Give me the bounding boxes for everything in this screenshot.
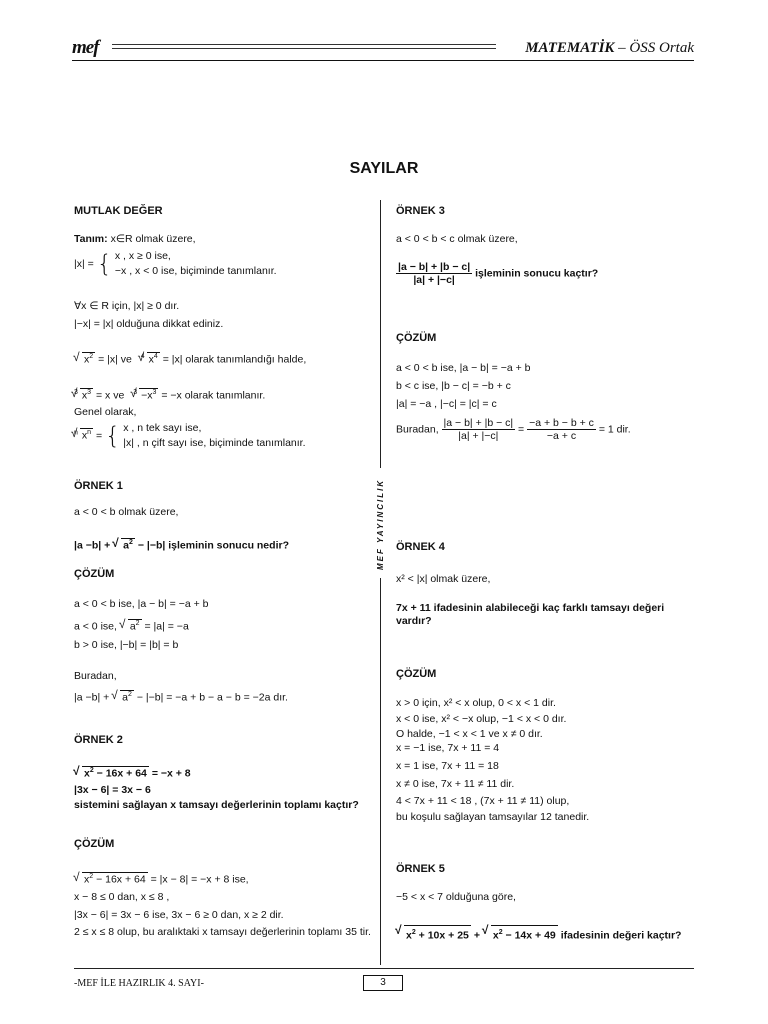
sqrt-line-text: = |x| ve — [98, 353, 132, 366]
o5-q: ifadesinin değeri kaçtır? — [560, 929, 682, 942]
tanim-text: x∈R olmak üzere, — [110, 233, 196, 245]
c4-line2: x < 0 ise, x² < −x olup, −1 < x < 0 dır. — [396, 713, 567, 725]
o5-question — [396, 925, 694, 943]
ncase1: x , n tek sayı ise, — [123, 422, 202, 434]
sqrt-line: √ $x^2 = |x|$ ve $^4$√ $x^4 = |x|$ olarak tanımlandığı halde, — [74, 352, 306, 366]
c3-fraction1 — [442, 417, 516, 442]
abs-definition — [74, 249, 277, 279]
c1-line5 — [74, 690, 288, 704]
header-sep: – — [614, 40, 630, 56]
side-label: MEF YAYINCILIK — [376, 478, 385, 570]
cube-line-text2: = −x olarak tanımlanır. — [161, 389, 266, 402]
c2-line4: 2 ≤ x ≤ 8 olup, bu aralıktaki x tamsayı değerlerinin toplamı 35 tir. — [74, 926, 371, 938]
o2-question: sistemini sağlayan x tamsayı değerlerinin toplamı kaçtır? — [74, 799, 359, 811]
c3-num1: |a − b| + |b − c| — [443, 417, 514, 429]
c4-line5: x = 1 ise, 7x + 11 = 18 — [396, 760, 499, 772]
c2-l1: = |x − 8| = −x + 8 ise, — [150, 873, 249, 886]
ornek1-question — [74, 538, 289, 552]
mutlak-title: MUTLAK DEĞER — [74, 205, 163, 217]
exam-name: ÖSS Ortak — [629, 40, 694, 56]
header-title — [525, 40, 694, 57]
page-title: SAYILAR — [349, 160, 419, 177]
case2: −x , x < 0 ise, biçiminde tanımlanır. — [114, 265, 277, 277]
sqrt-a2: √ $a^2$ — [121, 538, 135, 552]
o3-num: |a − b| + |b − c| — [398, 261, 471, 273]
ornek1-given: a < 0 < b olmak üzere, — [74, 506, 179, 518]
note-line: |−x| = |x| olduğuna dikkat ediniz. — [74, 318, 224, 330]
tanim-line — [74, 233, 196, 245]
cozum1-title: ÇÖZÜM — [74, 568, 115, 580]
c3-result: = 1 dir. — [598, 423, 631, 436]
cozum3-title: ÇÖZÜM — [396, 332, 437, 344]
cube-line: $^3$√ $x^3 = x$ ve $^3√ -x^3 = -x$ olarak tanımlanır. — [74, 388, 265, 402]
o4-question: 7x + 11 ifadesinin alabileceği kaç farklı tamsayı değeri vardır? — [396, 602, 665, 627]
o1-q-post: − |−b| işleminin sonucu nedir? — [137, 539, 289, 552]
o3-den: |a| + |−c| — [413, 274, 455, 286]
brace: { — [96, 250, 112, 278]
page-number: 3 — [363, 975, 403, 991]
c4-line4: x = −1 ise, 7x + 11 = 4 — [396, 742, 500, 754]
ornek3-title: ÖRNEK 3 — [396, 205, 445, 217]
o2-eq2: |3x − 6| = 3x − 6 — [74, 784, 151, 796]
c4-line1: x > 0 için, x² < x olup, 0 < x < 1 dir. — [396, 697, 556, 709]
c3-line1: a < 0 < b ise, |a − b| = −a + b — [396, 362, 531, 374]
c4-line7: 4 < 7x + 11 < 18 , (7x + 11 ≠ 11) olup, — [396, 795, 570, 807]
c3-fraction2 — [527, 417, 596, 442]
c3-den2: −a + c — [546, 430, 577, 442]
cube-line-text: = x ve — [95, 389, 125, 402]
c2-line3: |3x − 6| = 3x − 6 ise, 3x − 6 ≥ 0 dan, x ≥ 2 dir. — [74, 909, 284, 921]
o3-question — [396, 261, 598, 286]
mef-logo: mef — [72, 37, 99, 58]
nroot-definition: $^n$√ $x^n$ = { x , n tek sayı ise, |x| , n çift sayı ise, biçiminde tanımlanır. — [74, 421, 306, 451]
sqrt-x2: √ $x^2$ — [82, 352, 95, 366]
c3-line3: |a| = −a , |−c| = |c| = c — [396, 398, 497, 410]
sqrt-a2: √ $a^2$ — [128, 619, 142, 633]
c3-num2: −a + b − b + c — [529, 417, 594, 429]
o1-q-pre: |a −b| + — [74, 539, 111, 552]
root3-x3: √ $x^3$ — [80, 388, 93, 402]
forall-line: ∀x ∈ R için, |x| ≥ 0 dır. — [74, 300, 180, 312]
footer-rule — [74, 968, 694, 969]
c1-line1: a < 0 < b ise, |a − b| = −a + b — [74, 598, 209, 610]
ornek1-title: ÖRNEK 1 — [74, 480, 123, 492]
c3-line2: b < c ise, |b − c| = −b + c — [396, 380, 511, 392]
o2-eq1 — [74, 766, 191, 780]
root3-neg-x3: √ $-x^3$ — [139, 388, 158, 402]
subject: MATEMATİK — [525, 40, 615, 56]
c3-result-line: Buradan, $\frac{|a - b| + |b - c|}{|a| + |-c|}$ = $\frac{-a + b - b + c}{-a + c}$ = 1 dir. — [396, 417, 631, 442]
column-divider — [380, 200, 381, 965]
o2-eq1-rhs: = −x + 8 — [151, 767, 191, 780]
o3-given: a < 0 < b < c olmak üzere, — [396, 233, 518, 245]
cozum4-title: ÇÖZÜM — [396, 668, 437, 680]
o5-given: −5 < x < 7 olduğuna göre, — [396, 891, 516, 903]
brace: { — [105, 422, 121, 450]
tanim-label: Tanım: — [74, 233, 108, 245]
c2-line1 — [74, 872, 249, 886]
c3-buradan: Buradan, — [396, 423, 439, 436]
root4-x4: √ $x^4$ — [147, 352, 160, 366]
ornek4-title: ÖRNEK 4 — [396, 541, 445, 553]
c2-line2: x − 8 ≤ 0 dan, x ≤ 8 , — [74, 891, 170, 903]
header-rule — [112, 48, 496, 49]
o5-plus: + — [473, 929, 480, 942]
footer-text: -MEF İLE HAZIRLIK 4. SAYI- — [74, 978, 204, 989]
sqrt-expr2: √ $x^2 - 14x + 49$ — [491, 925, 558, 943]
cases — [115, 249, 277, 279]
header-rule — [112, 44, 496, 45]
c1-l2b: = |a| = −a — [144, 620, 189, 633]
ncases — [123, 421, 305, 451]
c3-den1: |a| + |−c| — [458, 430, 499, 442]
c4-line6: x ≠ 0 ise, 7x + 11 ≠ 11 dir. — [396, 778, 515, 790]
c1-line4: Buradan, — [74, 670, 117, 682]
o3-q: işleminin sonucu kaçtır? — [475, 267, 599, 280]
o4-given: x² < |x| olmak üzere, — [396, 573, 491, 585]
ornek5-title: ÖRNEK 5 — [396, 863, 445, 875]
abs-x: |x| = — [74, 257, 94, 270]
case1: x , x ≥ 0 ise, — [114, 250, 171, 262]
c1-l5b: − |−b| = −a + b − a − b = −2a dır. — [136, 691, 288, 704]
genel-line: Genel olarak, — [74, 406, 137, 418]
c1-line3: b > 0 ise, |−b| = |b| = b — [74, 639, 179, 651]
c4-line8: bu koşulu sağlayan tamsayılar 12 tanedir. — [396, 811, 590, 823]
o3-fraction — [396, 261, 472, 286]
c4-line3: O halde, −1 < x < 1 ve x ≠ 0 dır. — [396, 728, 543, 740]
rootn-xn: √ $x^n$ — [80, 428, 93, 442]
ornek2-title: ÖRNEK 2 — [74, 734, 123, 746]
header-underline — [72, 60, 694, 61]
cozum2-title: ÇÖZÜM — [74, 838, 115, 850]
sqrt-line-text2: = |x| olarak tanımlandığı halde, — [162, 353, 307, 366]
c1-line2 — [74, 619, 189, 633]
c1-l2a: a < 0 ise, — [74, 620, 117, 633]
ncase2: |x| , n çift sayı ise, biçiminde tanımlanır. — [123, 437, 306, 449]
c1-l5a: |a −b| + — [74, 691, 110, 704]
sqrt-quadratic: √ $x^2 - 16x + 64$ — [82, 872, 148, 886]
sqrt-expr1: √ $x^2 + 10x + 25$ — [404, 925, 471, 943]
sqrt-quadratic: √ $x^2 - 16x + 64$ — [82, 766, 149, 780]
sqrt-a2: √ $a^2$ — [120, 690, 134, 704]
